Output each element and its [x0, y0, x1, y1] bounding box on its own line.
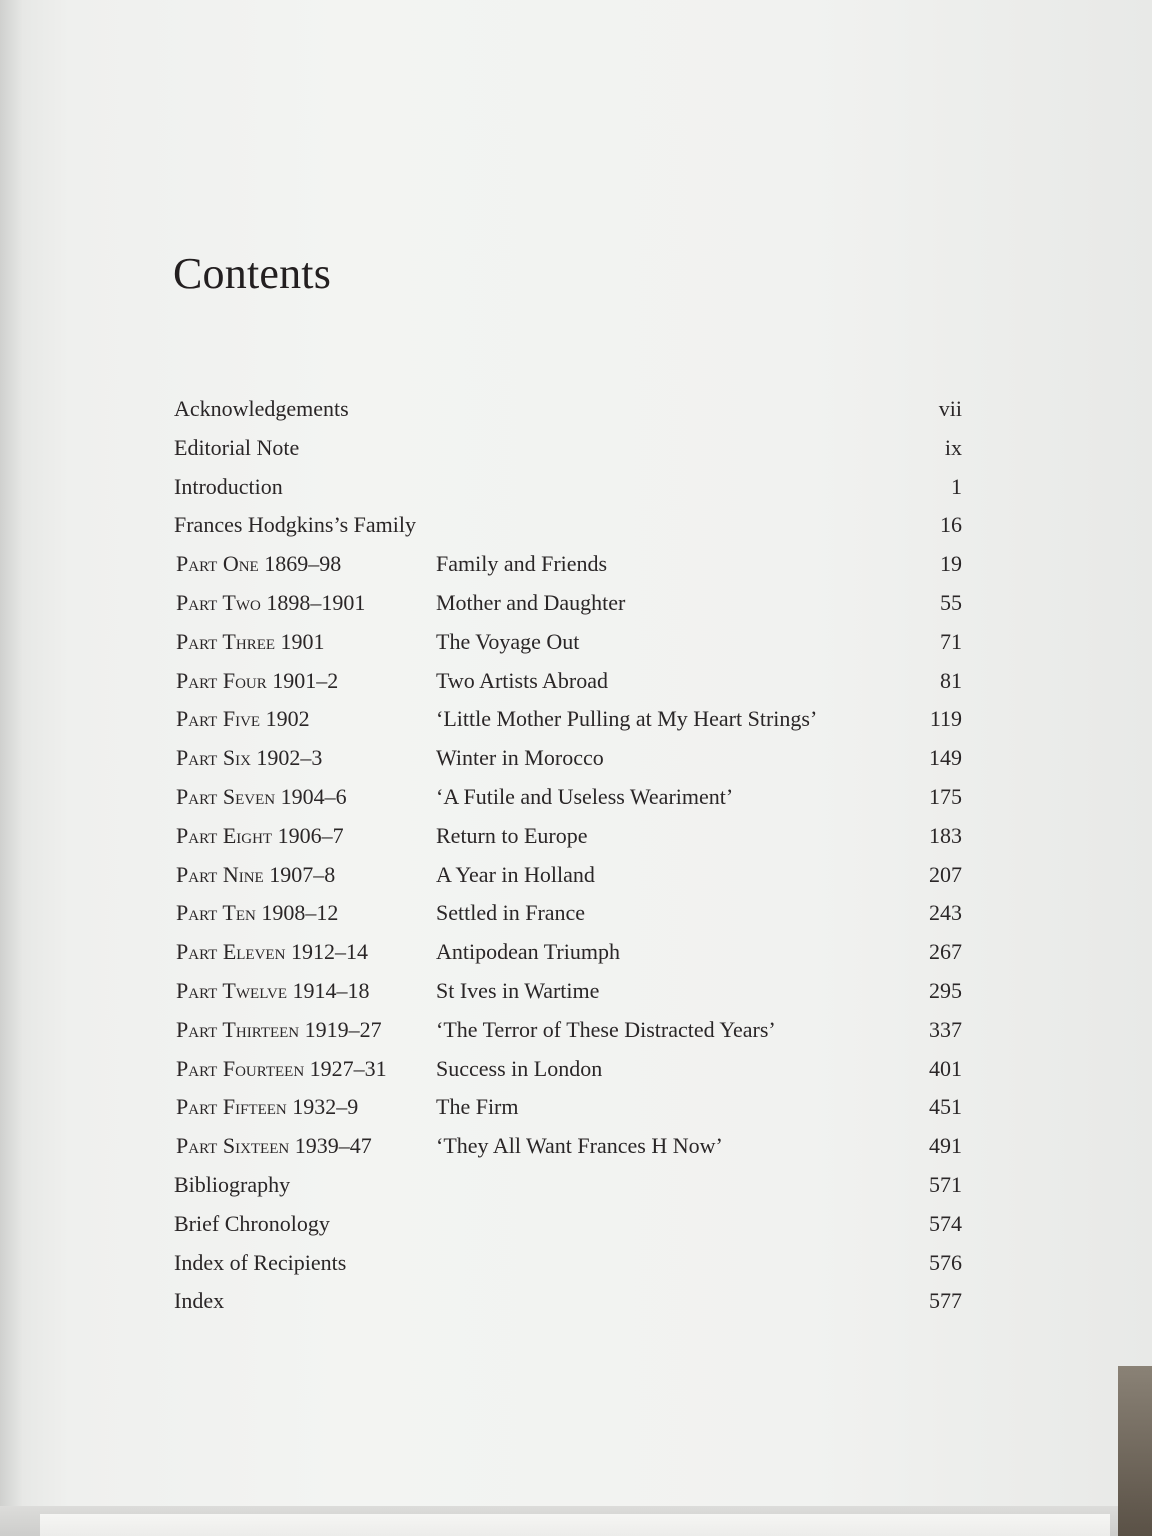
toc-part-label: Part Ten [176, 900, 256, 926]
toc-entry-label: Editorial Note [174, 434, 300, 460]
toc-part-title: The Voyage Out [436, 628, 580, 654]
toc-row [174, 623, 962, 662]
toc-part-title: Winter in Morocco [436, 745, 604, 771]
toc-part-years: 1908–12 [261, 900, 339, 926]
toc-part-label: Part Four [176, 667, 267, 693]
toc-part-label: Part Fifteen [176, 1094, 287, 1120]
toc-row [174, 1127, 962, 1166]
toc-part-years: 1939–47 [294, 1133, 372, 1159]
toc-part-label: Part Five [176, 706, 261, 732]
toc-entry-label: Brief Chronology [174, 1210, 330, 1236]
toc-part-label: Part Nine [176, 861, 264, 887]
toc-row [174, 1205, 962, 1244]
toc-part-heading [176, 856, 335, 895]
toc-page-number: 577 [929, 1288, 962, 1314]
toc-row [174, 856, 962, 895]
toc-part-heading [176, 700, 310, 739]
toc-page-number: 183 [929, 822, 962, 848]
toc-row [174, 468, 962, 507]
toc-page-number: 337 [929, 1016, 962, 1042]
toc-part-years: 1906–7 [277, 822, 344, 848]
toc-row [174, 933, 962, 972]
toc-part-years: 1901 [280, 628, 325, 654]
toc-part-title: The Firm [436, 1094, 519, 1120]
toc-part-years: 1919–27 [304, 1016, 382, 1042]
toc-row [174, 429, 962, 468]
toc-part-years: 1932–9 [292, 1094, 359, 1120]
toc-page-number: 491 [929, 1133, 962, 1159]
toc-part-label: Part Seven [176, 783, 276, 809]
toc-page-number: 81 [940, 667, 962, 693]
toc-part-years: 1914–18 [292, 977, 370, 1003]
toc-page-number: 149 [929, 745, 962, 771]
page-bottom-edge-highlight [40, 1514, 1110, 1536]
toc-page-number: 267 [929, 939, 962, 965]
toc-page-number: 175 [929, 783, 962, 809]
toc-part-years: 1912–14 [290, 939, 368, 965]
toc-part-heading [176, 1127, 372, 1166]
toc-part-heading [176, 894, 338, 933]
toc-part-heading [176, 1088, 358, 1127]
toc-part-title: ‘A Futile and Useless Weariment’ [436, 783, 734, 809]
toc-part-years: 1927–31 [309, 1055, 387, 1081]
toc-part-title: ‘Little Mother Pulling at My Heart Strings’ [436, 706, 818, 732]
toc-part-years: 1902–3 [256, 745, 323, 771]
toc-page-number: 571 [929, 1171, 962, 1197]
toc-part-label: Part Eleven [176, 939, 286, 965]
toc-part-title: Two Artists Abroad [436, 667, 609, 693]
toc-part-title: ‘The Terror of These Distracted Years’ [436, 1016, 776, 1042]
toc-page-number: 1 [951, 473, 962, 499]
toc-part-label: Part One [176, 551, 259, 577]
toc-part-heading [176, 662, 338, 701]
toc-row [174, 584, 962, 623]
toc-row [174, 972, 962, 1011]
toc-part-years: 1901–2 [272, 667, 339, 693]
toc-part-label: Part Three [176, 628, 276, 654]
toc-part-heading [176, 817, 344, 856]
toc-row [174, 817, 962, 856]
background-surface-corner [1118, 1366, 1152, 1536]
toc-row [174, 1088, 962, 1127]
toc-part-title: Return to Europe [436, 822, 588, 848]
toc-page-number: 401 [929, 1055, 962, 1081]
toc-part-heading [176, 778, 347, 817]
toc-part-heading [176, 1050, 387, 1089]
toc-page-number: vii [938, 396, 962, 421]
toc-row [174, 1050, 962, 1089]
toc-part-label: Part Fourteen [176, 1055, 305, 1081]
toc-part-title: Antipodean Triumph [436, 939, 620, 965]
page-gutter-shadow [0, 0, 22, 1536]
toc-part-title: Settled in France [436, 900, 586, 926]
toc-entry-label: Acknowledgements [174, 396, 349, 421]
toc-page-number: 19 [940, 551, 962, 577]
toc-part-title: Success in London [436, 1055, 603, 1081]
toc-page-number: 243 [929, 900, 962, 926]
toc-page-number: 576 [929, 1249, 962, 1275]
toc-page-number: 55 [940, 589, 962, 615]
toc-entry-label: Bibliography [174, 1171, 291, 1197]
toc-part-label: Part Two [176, 589, 261, 615]
toc-row [174, 1166, 962, 1205]
toc-row [174, 700, 962, 739]
toc-row [174, 390, 962, 429]
toc-page-number: ix [944, 434, 962, 460]
toc-page-number: 574 [929, 1210, 962, 1236]
toc-part-heading [176, 623, 325, 662]
toc-page-number: 119 [929, 706, 962, 732]
toc-row [174, 545, 962, 584]
toc-page-number: 451 [929, 1094, 962, 1120]
toc-page-number: 71 [940, 628, 962, 654]
toc-part-label: Part Eight [176, 822, 273, 848]
toc-part-label: Part Thirteen [176, 1016, 300, 1042]
page-title: Contents [173, 249, 332, 298]
toc-part-years: 1902 [265, 706, 310, 732]
toc-entry-label: Index of Recipients [174, 1249, 347, 1275]
toc-part-heading [176, 584, 365, 623]
toc-page-number: 207 [929, 861, 962, 887]
toc-part-label: Part Six [176, 745, 251, 771]
toc-part-heading [176, 972, 369, 1011]
toc-row [174, 506, 962, 545]
toc-part-title: Family and Friends [436, 551, 608, 577]
toc-entry-label: Introduction [174, 473, 283, 499]
toc-part-title: St Ives in Wartime [436, 977, 600, 1003]
toc-part-title: A Year in Holland [436, 861, 595, 887]
toc-row [174, 1244, 962, 1283]
toc-entry-label: Index [174, 1288, 225, 1314]
toc-part-heading [176, 933, 368, 972]
toc-row [174, 739, 962, 778]
toc-entry-label: Frances Hodgkins’s Family [174, 512, 416, 538]
table-of-contents [174, 390, 962, 1321]
toc-row [174, 1011, 962, 1050]
toc-part-years: 1907–8 [269, 861, 336, 887]
toc-page-number: 16 [940, 512, 962, 538]
toc-part-heading [176, 1011, 382, 1050]
toc-part-years: 1904–6 [280, 783, 347, 809]
toc-part-title: Mother and Daughter [436, 589, 626, 615]
toc-part-title: ‘They All Want Frances H Now’ [436, 1133, 723, 1159]
toc-part-years: 1898–1901 [266, 589, 366, 615]
toc-row [174, 1282, 962, 1321]
toc-row [174, 778, 962, 817]
toc-part-heading [176, 545, 341, 584]
toc-page-number: 295 [929, 977, 962, 1003]
toc-part-years: 1869–98 [264, 551, 342, 577]
toc-row [174, 894, 962, 933]
toc-part-heading [176, 739, 322, 778]
toc-part-label: Part Twelve [176, 977, 287, 1003]
toc-part-label: Part Sixteen [176, 1133, 290, 1159]
toc-row [174, 662, 962, 701]
